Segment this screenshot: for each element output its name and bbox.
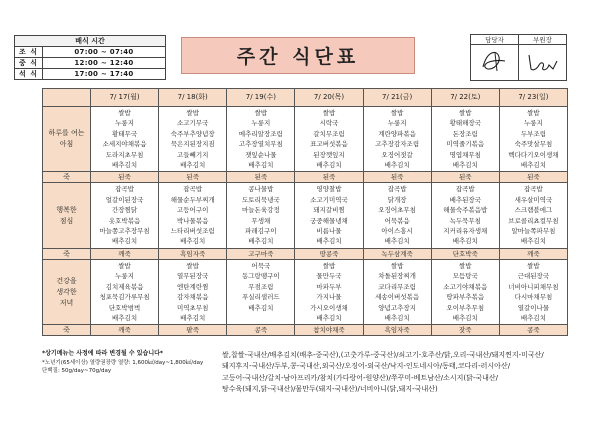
menu-item: 배추김치 [180, 237, 206, 246]
menu-item: 배추김치 [384, 161, 410, 170]
porridge-cell: 녹두삼계죽 [363, 248, 431, 259]
menu-cell [227, 259, 295, 324]
meal-label-line: 저녁 [59, 298, 74, 307]
menu-item: 쌀밥 [118, 109, 131, 117]
menu-item: 영양찰밥 [316, 185, 342, 194]
porridge-cell: 깨죽 [91, 248, 159, 259]
menu-item: 배추김치 [452, 313, 478, 322]
menu-item: 쌀밥 [390, 261, 404, 270]
menu-item: 스크램블에그 [514, 206, 553, 215]
menu-cell [363, 183, 431, 248]
menu-item: 파래김구이 [245, 227, 277, 236]
menu-item: 모듬탕국 [452, 272, 478, 281]
porridge-cell: 참치야채죽 [295, 325, 363, 336]
meal-label-line: 행복한 [56, 205, 77, 214]
menu-item: 콩나물밥 [248, 185, 274, 194]
approval-box [470, 34, 567, 81]
porridge-cell: 깨죽 [499, 248, 567, 259]
menu-item: 브로콜리쵸컬무침 [508, 216, 559, 225]
day-header: 7/ 20(목) [295, 89, 363, 107]
menu-item: 지커리유자생채 [443, 227, 488, 236]
menu-item: 동그랑땡구이 [242, 272, 280, 281]
meal-label-line: 하루를 여는 [48, 129, 85, 138]
menu-item: 어묵국 [251, 261, 271, 270]
menu-item: 잡곡밥 [524, 185, 543, 194]
meal-time-table [14, 35, 166, 80]
menu-item: 비름나물 [316, 227, 342, 236]
meal-time-value: 07:00 ~ 07:40 [43, 47, 166, 58]
origin-line: 쌀,찹쌀-국내산/배추김치(배추-중국산),(고춧가루-중국산)/쇠고기-호주산/닭,오리-국내산/돼지찐지-미국산/ [222, 351, 544, 359]
origin-line: 탕수육(돼지,닭-국내산)/물만두(돼지-국내산)/너비아니(닭,돼지-국내산) [222, 384, 438, 393]
menu-item: 쌀밥 [186, 109, 199, 117]
meal-time-value: 12:00 ~ 12:40 [43, 58, 166, 69]
menu-item: 배추김치 [316, 161, 342, 170]
porridge-cell: 흑임자죽 [363, 325, 431, 336]
menu-item: 배추김치 [112, 237, 138, 246]
menu-item: 배추김치 [520, 161, 546, 170]
menu-item: 푸실리샐러드 [242, 293, 280, 302]
menu-item: 메추리알장조림 [238, 129, 283, 138]
menu-item: 배추김치 [452, 237, 478, 246]
menu-item: 황태해장국 [449, 119, 481, 128]
porridge-cell: 된죽 [363, 172, 431, 183]
menu-item: 명엽채무침 [449, 150, 481, 159]
porridge-cell: 콩죽 [499, 325, 567, 336]
menu-cell [91, 183, 159, 248]
porridge-cell: 고구마죽 [227, 248, 295, 259]
menu-item: 배추김치 [248, 237, 274, 246]
menu-cell [159, 259, 227, 324]
menu-item: 누룽지 [115, 119, 134, 128]
menu-item: 누룽지 [251, 119, 271, 128]
meal-row [43, 107, 568, 172]
menu-item: 무생채 [251, 216, 271, 225]
menu-item: 갈치무조림 [313, 129, 345, 138]
menu-item: 계란양파볶음 [378, 129, 416, 138]
origin-line: 돼지후지-국내산/두부,콩-국내산,외국산/오징어-외국산/낙지-인도네시아/동태,코다리-러시아산/ [222, 362, 511, 371]
menu-item: 코다리무조림 [378, 282, 416, 291]
page-title: 주간 식단표 [236, 46, 360, 68]
approval-director-label: 부원장 [519, 35, 567, 45]
meal-label-line: 생각한 [56, 287, 77, 296]
menu-item: 황태무국 [112, 129, 138, 138]
menu-item: 새우살미역국 [514, 195, 553, 204]
menu-item: 가지나물 [316, 293, 342, 302]
menu-item: 배추김치 [316, 237, 342, 246]
menu-item: 엔탄계란찜 [177, 282, 209, 291]
menu-cell [431, 107, 499, 172]
menu-cell [431, 259, 499, 324]
menu-item: 오징어젓갈 [381, 150, 413, 159]
menu-item: 묵은지된장지짐 [170, 140, 215, 149]
menu-item: 닭개장 [387, 195, 407, 204]
menu-item: 마늘돈육강정 [242, 206, 280, 215]
menu-item: 미역초무침 [177, 303, 209, 312]
menu-cell [227, 183, 295, 248]
meal-row [43, 183, 568, 248]
menu-item: 마늘쫑고추장무침 [99, 227, 150, 236]
menu-item: 녹두묵무침 [449, 216, 481, 225]
menu-item: 잡곡밥 [183, 185, 203, 194]
menu-cell [91, 259, 159, 324]
menu-item: 쌀밥 [458, 261, 472, 270]
menu-item: 감자채볶음 [177, 293, 209, 302]
porridge-row [43, 172, 568, 183]
porridge-cell: 땅콩죽 [295, 248, 363, 259]
menu-item: 미역줄기볶음 [446, 140, 485, 149]
menu-item: 배추김치 [180, 161, 206, 170]
menu-item: 너비아니피채무침 [508, 282, 559, 291]
menu-cell [91, 107, 159, 172]
meal-label-line: 아침 [59, 140, 74, 149]
menu-item: 고추장열치무침 [238, 140, 283, 149]
menu-item: 도토리묵냉국 [242, 195, 280, 204]
origin-line: 고등어-국내산/갈치-남아프리카/참치(가다랑어-원양산)/쭈꾸미-베트남산/소시지(닭-국내산/ [222, 373, 499, 382]
menu-item: 오이부추무침 [446, 303, 485, 312]
notes-line: *노년기(65세이상) 열량권장량 열량: 1,600㎉/day~1,800㎉/day [42, 359, 204, 366]
menu-item: 청포묵김가루무침 [99, 293, 150, 302]
porridge-label: 죽 [43, 248, 91, 259]
menu-item: 근대된장국 [517, 272, 550, 281]
menu-item: 고들빼기지 [177, 150, 209, 159]
meal-row [43, 259, 568, 324]
menu-item: 누룽지 [387, 119, 407, 128]
menu-item: 고추장감자조림 [375, 140, 420, 149]
title-banner [181, 37, 415, 74]
origin-info [222, 350, 590, 395]
menu-item: 두부조림 [520, 129, 546, 138]
menu-item: 배추김치 [384, 237, 410, 246]
menu-cell [159, 183, 227, 248]
menu-item: 차돌된장찌개 [378, 272, 416, 281]
menu-item: 잡곡밥 [455, 185, 475, 194]
menu-item: 쌀밥 [527, 261, 540, 270]
meal-label [43, 259, 91, 324]
weekly-menu-table [42, 88, 568, 336]
menu-cell [295, 259, 363, 324]
day-header-row [43, 89, 568, 107]
menu-cell [159, 107, 227, 172]
porridge-cell: 깨죽 [91, 325, 159, 336]
meal-time-label: 중 식 [15, 58, 43, 69]
menu-item: 배추김치 [520, 237, 546, 246]
menu-item: 쌀밥 [527, 109, 540, 117]
menu-item: 도라지초무침 [105, 150, 144, 159]
menu-item: 단호박범벅 [108, 303, 141, 312]
menu-item: 배추김치 [316, 313, 342, 322]
menu-item: 된장깻잎지 [313, 150, 345, 159]
menu-item: 땅파부추볶음 [446, 293, 485, 302]
porridge-cell: 된죽 [227, 172, 295, 183]
menu-item: 배추김치 [112, 161, 138, 170]
menu-item: 소고기미역국 [310, 195, 348, 204]
menu-item: 마파두부 [316, 282, 342, 291]
meal-time-label: 조 식 [15, 47, 43, 58]
meal-time-value: 17:00 ~ 17:40 [43, 69, 166, 80]
menu-item: 세송이버섯볶음 [375, 293, 420, 302]
meal-label [43, 183, 91, 248]
notes-line: 단백질: 50g/day~70g/day [42, 368, 112, 374]
menu-cell [499, 107, 567, 172]
menu-item: 쌀밥 [254, 109, 268, 117]
menu-item: 오징어초무침 [378, 206, 416, 215]
porridge-label: 죽 [43, 172, 91, 183]
menu-cell [295, 107, 363, 172]
menu-item: 느타리버섯조림 [170, 227, 215, 236]
meal-time-row [15, 69, 166, 80]
menu-item: 소세지야채볶음 [102, 140, 147, 149]
porridge-cell: 된죽 [499, 172, 567, 183]
meal-label-line: 건강을 [56, 276, 77, 285]
porridge-cell: 팥죽 [159, 325, 227, 336]
menu-item: 잡곡밥 [115, 185, 134, 194]
porridge-cell: 잣죽 [431, 325, 499, 336]
menu-item: 배추김치 [248, 303, 274, 312]
menu-item: 무점조림 [248, 282, 274, 291]
menu-item: 열갈이나물 [517, 303, 550, 312]
day-header: 7/ 19(수) [227, 89, 295, 107]
day-header: 7/ 23(일) [499, 89, 567, 107]
menu-item: 양념고추장지 [378, 303, 416, 312]
director-signature [519, 45, 567, 81]
menu-item: 김치제육볶음 [105, 282, 144, 291]
menu-item: 쌀밥 [390, 109, 404, 117]
menu-item: 숙주맛살무침 [514, 140, 553, 149]
notes-line: *상기메뉴는 사정에 따라 변경될 수 있습니다* [42, 350, 164, 357]
day-header: 7/ 22(토) [431, 89, 499, 107]
menu-cell [227, 107, 295, 172]
day-header: 7/ 17(월) [91, 89, 159, 107]
menu-item: 해물순두부찌개 [170, 195, 215, 204]
menu-item: 열무된장국 [177, 272, 209, 281]
menu-item: 배추김치 [520, 313, 546, 322]
menu-item: 박나물볶음 [177, 216, 209, 225]
menu-item: 소고기야채볶음 [443, 282, 488, 291]
menu-item: 벡다다기오이생채 [508, 150, 559, 159]
menu-cell [363, 107, 431, 172]
menu-item: 해물숙주볶음밥 [443, 206, 488, 215]
menu-item: 누룽지 [524, 119, 543, 128]
menu-item: 돼지갈비찜 [313, 206, 345, 215]
menu-item: 시락국 [319, 119, 339, 128]
meal-time-label: 석 식 [15, 69, 43, 80]
menu-item: 배추김치 [112, 313, 138, 322]
menu-item: 표고버섯볶음 [310, 140, 348, 149]
porridge-label: 죽 [43, 325, 91, 336]
menu-item: 배추김치 [452, 161, 478, 170]
menu-cell [431, 183, 499, 248]
meal-label [43, 107, 91, 172]
menu-item: 잡곡밥 [387, 185, 407, 194]
menu-item: 쌀밥 [322, 109, 336, 117]
menu-item: 누룽지 [115, 272, 134, 281]
menu-item: 알마늘쪽파무침 [511, 227, 556, 236]
corner-cell [43, 89, 91, 107]
meal-label-line: 점심 [59, 216, 74, 225]
menu-item: 고등어구이 [177, 206, 209, 215]
menu-item: 어묵볶음 [384, 216, 410, 225]
porridge-row [43, 248, 568, 259]
menu-item: 배추김치 [248, 161, 274, 170]
meal-time-row [15, 47, 166, 58]
approval-staff-label: 담당자 [471, 35, 519, 45]
meal-time-header: 배식 시간 [15, 36, 166, 47]
porridge-cell: 된죽 [91, 172, 159, 183]
menu-item: 숙주부추양념장 [170, 129, 215, 138]
day-header: 7/ 18(화) [159, 89, 227, 107]
porridge-row [43, 325, 568, 336]
porridge-cell: 된죽 [295, 172, 363, 183]
menu-item: 다시마채무침 [514, 293, 553, 302]
menu-item: 쌀밥 [458, 109, 472, 117]
menu-cell [363, 259, 431, 324]
menu-item: 아이스홍시 [381, 227, 413, 236]
menu-item: 얼갈이된장국 [105, 195, 144, 204]
menu-item: 배추김치 [384, 313, 410, 322]
menu-item: 궁중해물냉채 [310, 216, 348, 225]
menu-item: 가시오이생채 [310, 303, 348, 312]
menu-item: 쌀밥 [118, 261, 131, 270]
menu-item: 쌀밥 [186, 261, 199, 270]
menu-cell [295, 183, 363, 248]
meal-time-row [15, 58, 166, 69]
menu-item: 옷호박볶음 [108, 216, 141, 225]
menu-item: 잿잎순나물 [245, 150, 277, 159]
staff-signature [471, 45, 519, 81]
menu-item: 소고기무국 [177, 119, 209, 128]
day-header: 7/ 21(금) [363, 89, 431, 107]
menu-notes [42, 350, 212, 376]
porridge-cell: 흑임자죽 [159, 248, 227, 259]
menu-item: 돈장조림 [452, 129, 478, 138]
menu-item: 배추김치 [180, 313, 206, 322]
porridge-cell: 단호박죽 [431, 248, 499, 259]
menu-cell [499, 259, 567, 324]
porridge-cell: 된죽 [159, 172, 227, 183]
menu-item: 쌀밥 [322, 261, 336, 270]
menu-cell [499, 183, 567, 248]
porridge-cell: 된죽 [431, 172, 499, 183]
porridge-cell: 콩죽 [227, 325, 295, 336]
menu-item: 간장찜닭 [112, 206, 138, 215]
menu-item: 배추된장국 [449, 195, 481, 204]
menu-item: 물만두국 [316, 272, 342, 281]
